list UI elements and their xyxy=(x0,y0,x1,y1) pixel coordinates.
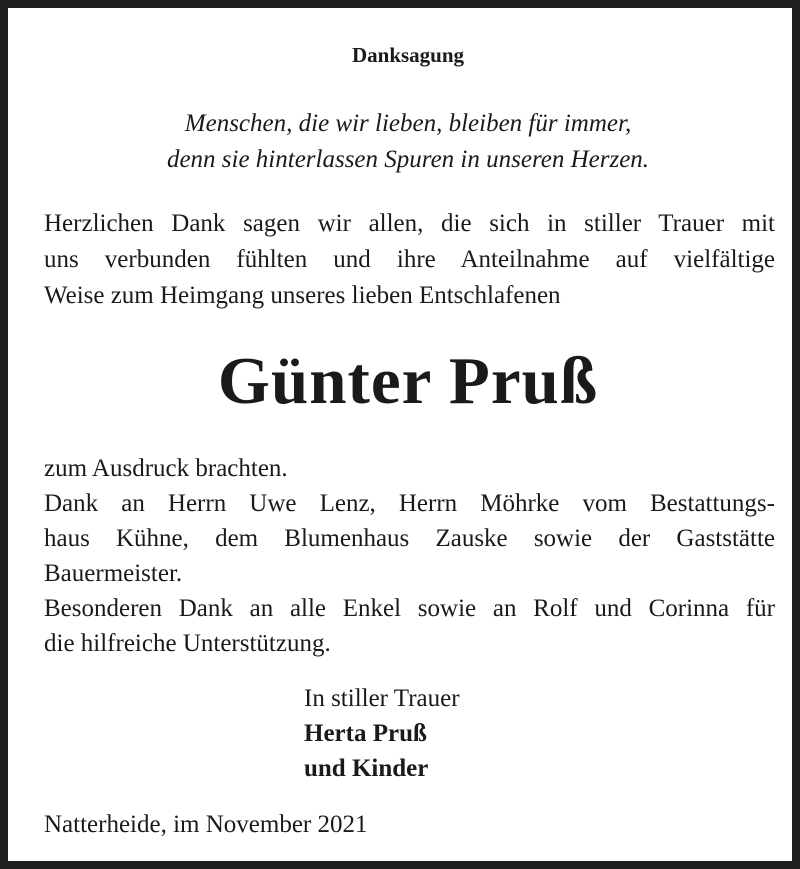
signature-block xyxy=(304,681,460,786)
deceased-name: Günter Pruß xyxy=(217,344,599,418)
signature-family: und Kinder xyxy=(304,755,429,782)
intro-paragraph xyxy=(44,206,775,314)
place-date: Natterheide, im November 2021 xyxy=(44,811,368,838)
body-line: haus Kühne, dem Blumenhaus Zauske sowie der Gaststätte xyxy=(44,525,775,552)
intro-line: Weise zum Heimgang unseres lieben Entschlafenen xyxy=(44,282,561,309)
body-line: zum Ausdruck brachten. xyxy=(44,455,288,482)
body-line: die hilfreiche Unterstützung. xyxy=(44,630,331,657)
notice-title: Danksagung xyxy=(351,43,465,67)
body-line: Besonderen Dank an alle Enkel sowie an Rolf und Corinna für xyxy=(44,595,775,622)
thanks-paragraph xyxy=(44,451,775,661)
body-line: Bauermeister. xyxy=(44,560,183,587)
signature-line: In stiller Trauer xyxy=(304,685,460,712)
quote-line: denn sie hinterlassen Spuren in unseren Herzen. xyxy=(166,146,650,173)
intro-line: Herzlichen Dank sagen wir allen, die sich in stiller Trauer mit xyxy=(44,210,775,237)
signature-name: Herta Pruß xyxy=(304,720,427,747)
quote-line: Menschen, die wir lieben, bleiben für immer, xyxy=(184,110,632,137)
body-line: Dank an Herrn Uwe Lenz, Herrn Möhrke vom Bestattungs- xyxy=(44,490,775,517)
intro-line: uns verbunden fühlten und ihre Anteilnahme auf vielfältige xyxy=(44,246,775,273)
memorial-quote xyxy=(8,106,800,178)
